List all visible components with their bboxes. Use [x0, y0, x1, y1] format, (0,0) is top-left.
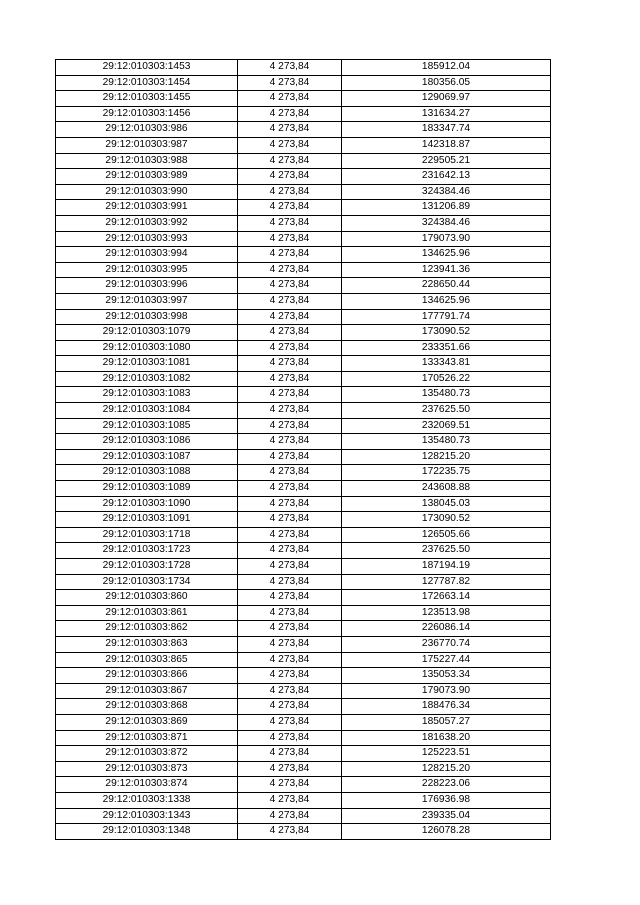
rate-cell: 4 273,84	[238, 387, 342, 403]
table-row	[56, 137, 551, 153]
cadastral-number-cell: 29:12:010303:1728	[56, 559, 238, 575]
cadastral-number-cell: 29:12:010303:1718	[56, 527, 238, 543]
rate-cell: 4 273,84	[238, 496, 342, 512]
value-cell: 128215.20	[342, 761, 551, 777]
rate-cell: 4 273,84	[238, 527, 342, 543]
cadastral-number-cell: 29:12:010303:1084	[56, 403, 238, 419]
rate-cell: 4 273,84	[238, 668, 342, 684]
cadastral-number-cell: 29:12:010303:1734	[56, 574, 238, 590]
rate-cell: 4 273,84	[238, 434, 342, 450]
rate-cell: 4 273,84	[238, 169, 342, 185]
value-cell: 176936.98	[342, 792, 551, 808]
table-row	[56, 730, 551, 746]
value-cell: 173090.52	[342, 512, 551, 528]
rate-cell: 4 273,84	[238, 231, 342, 247]
table-row	[56, 200, 551, 216]
value-cell: 131634.27	[342, 106, 551, 122]
rate-cell: 4 273,84	[238, 761, 342, 777]
cadastral-number-cell: 29:12:010303:986	[56, 122, 238, 138]
cadastral-number-cell: 29:12:010303:861	[56, 605, 238, 621]
value-cell: 226086.14	[342, 621, 551, 637]
value-cell: 239335.04	[342, 808, 551, 824]
cadastral-number-cell: 29:12:010303:988	[56, 153, 238, 169]
value-cell: 188476.34	[342, 699, 551, 715]
cadastral-number-cell: 29:12:010303:1723	[56, 543, 238, 559]
rate-cell: 4 273,84	[238, 106, 342, 122]
rate-cell: 4 273,84	[238, 325, 342, 341]
value-cell: 181638.20	[342, 730, 551, 746]
table-row	[56, 340, 551, 356]
table-row	[56, 808, 551, 824]
table-row	[56, 106, 551, 122]
table-row	[56, 418, 551, 434]
table-row	[56, 746, 551, 762]
value-cell: 126505.66	[342, 527, 551, 543]
value-cell: 228223.06	[342, 777, 551, 793]
table-row	[56, 652, 551, 668]
rate-cell: 4 273,84	[238, 730, 342, 746]
rate-cell: 4 273,84	[238, 309, 342, 325]
value-cell: 231642.13	[342, 169, 551, 185]
value-cell: 128215.20	[342, 449, 551, 465]
cadastral-number-cell: 29:12:010303:868	[56, 699, 238, 715]
cadastral-number-cell: 29:12:010303:989	[56, 169, 238, 185]
table-row	[56, 777, 551, 793]
cadastral-number-cell: 29:12:010303:1091	[56, 512, 238, 528]
cadastral-number-cell: 29:12:010303:873	[56, 761, 238, 777]
value-cell: 133343.81	[342, 356, 551, 372]
rate-cell: 4 273,84	[238, 262, 342, 278]
cadastral-number-cell: 29:12:010303:1343	[56, 808, 238, 824]
cadastral-number-cell: 29:12:010303:1082	[56, 371, 238, 387]
rate-cell: 4 273,84	[238, 792, 342, 808]
table-row	[56, 621, 551, 637]
table-row	[56, 278, 551, 294]
value-cell: 135480.73	[342, 434, 551, 450]
rate-cell: 4 273,84	[238, 714, 342, 730]
cadastral-number-cell: 29:12:010303:990	[56, 184, 238, 200]
rate-cell: 4 273,84	[238, 340, 342, 356]
cadastral-number-cell: 29:12:010303:863	[56, 636, 238, 652]
cadastral-number-cell: 29:12:010303:866	[56, 668, 238, 684]
value-cell: 229505.21	[342, 153, 551, 169]
rate-cell: 4 273,84	[238, 371, 342, 387]
value-cell: 173090.52	[342, 325, 551, 341]
rate-cell: 4 273,84	[238, 746, 342, 762]
value-cell: 324384.46	[342, 215, 551, 231]
cadastral-number-cell: 29:12:010303:994	[56, 247, 238, 263]
value-cell: 134625.96	[342, 293, 551, 309]
rate-cell: 4 273,84	[238, 449, 342, 465]
value-cell: 179073.90	[342, 683, 551, 699]
value-cell: 135053.34	[342, 668, 551, 684]
rate-cell: 4 273,84	[238, 91, 342, 107]
rate-cell: 4 273,84	[238, 808, 342, 824]
cadastral-number-cell: 29:12:010303:1455	[56, 91, 238, 107]
table-row	[56, 761, 551, 777]
cadastral-number-cell: 29:12:010303:865	[56, 652, 238, 668]
cadastral-number-cell: 29:12:010303:1086	[56, 434, 238, 450]
value-cell: 187194.19	[342, 559, 551, 575]
rate-cell: 4 273,84	[238, 200, 342, 216]
cadastral-number-cell: 29:12:010303:1088	[56, 465, 238, 481]
table-row	[56, 636, 551, 652]
table-row	[56, 169, 551, 185]
table-row	[56, 465, 551, 481]
cadastral-number-cell: 29:12:010303:1454	[56, 75, 238, 91]
table-row	[56, 215, 551, 231]
value-cell: 127787.82	[342, 574, 551, 590]
table-row	[56, 231, 551, 247]
cadastral-number-cell: 29:12:010303:998	[56, 309, 238, 325]
rate-cell: 4 273,84	[238, 184, 342, 200]
value-cell: 129069.97	[342, 91, 551, 107]
cadastral-number-cell: 29:12:010303:1083	[56, 387, 238, 403]
table-row	[56, 387, 551, 403]
value-cell: 233351.66	[342, 340, 551, 356]
rate-cell: 4 273,84	[238, 465, 342, 481]
value-cell: 228650.44	[342, 278, 551, 294]
rate-cell: 4 273,84	[238, 137, 342, 153]
table-row	[56, 293, 551, 309]
table-row	[56, 371, 551, 387]
cadastral-number-cell: 29:12:010303:1456	[56, 106, 238, 122]
rate-cell: 4 273,84	[238, 777, 342, 793]
rate-cell: 4 273,84	[238, 75, 342, 91]
cadastral-number-cell: 29:12:010303:874	[56, 777, 238, 793]
value-cell: 175227.44	[342, 652, 551, 668]
table-row	[56, 512, 551, 528]
cadastral-number-cell: 29:12:010303:869	[56, 714, 238, 730]
value-cell: 123941.36	[342, 262, 551, 278]
cadastral-number-cell: 29:12:010303:871	[56, 730, 238, 746]
table-row	[56, 668, 551, 684]
rate-cell: 4 273,84	[238, 215, 342, 231]
value-cell: 135480.73	[342, 387, 551, 403]
cadastral-number-cell: 29:12:010303:862	[56, 621, 238, 637]
value-cell: 236770.74	[342, 636, 551, 652]
cadastral-number-cell: 29:12:010303:995	[56, 262, 238, 278]
cadastral-number-cell: 29:12:010303:1085	[56, 418, 238, 434]
value-cell: 123513.98	[342, 605, 551, 621]
rate-cell: 4 273,84	[238, 247, 342, 263]
table-row	[56, 356, 551, 372]
value-cell: 237625.50	[342, 543, 551, 559]
rate-cell: 4 273,84	[238, 122, 342, 138]
rate-cell: 4 273,84	[238, 683, 342, 699]
value-cell: 125223.51	[342, 746, 551, 762]
table-row	[56, 184, 551, 200]
rate-cell: 4 273,84	[238, 403, 342, 419]
table-row	[56, 699, 551, 715]
cadastral-number-cell: 29:12:010303:1453	[56, 60, 238, 76]
table-row	[56, 449, 551, 465]
value-cell: 243608.88	[342, 481, 551, 497]
table-row	[56, 714, 551, 730]
value-cell: 183347.74	[342, 122, 551, 138]
rate-cell: 4 273,84	[238, 590, 342, 606]
table-row	[56, 792, 551, 808]
rate-cell: 4 273,84	[238, 153, 342, 169]
table-row	[56, 683, 551, 699]
cadastral-number-cell: 29:12:010303:1081	[56, 356, 238, 372]
value-cell: 126078.28	[342, 824, 551, 840]
value-cell: 324384.46	[342, 184, 551, 200]
cadastral-number-cell: 29:12:010303:997	[56, 293, 238, 309]
table-row	[56, 60, 551, 76]
rate-cell: 4 273,84	[238, 636, 342, 652]
cadastral-number-cell: 29:12:010303:993	[56, 231, 238, 247]
table-row	[56, 496, 551, 512]
table-row	[56, 325, 551, 341]
value-cell: 232069.51	[342, 418, 551, 434]
table-row	[56, 153, 551, 169]
table-row	[56, 590, 551, 606]
rate-cell: 4 273,84	[238, 605, 342, 621]
rate-cell: 4 273,84	[238, 824, 342, 840]
table-row	[56, 543, 551, 559]
table-row	[56, 559, 551, 575]
rate-cell: 4 273,84	[238, 512, 342, 528]
cadastral-number-cell: 29:12:010303:987	[56, 137, 238, 153]
rate-cell: 4 273,84	[238, 481, 342, 497]
value-cell: 177791.74	[342, 309, 551, 325]
rate-cell: 4 273,84	[238, 574, 342, 590]
table-row	[56, 434, 551, 450]
cadastral-number-cell: 29:12:010303:867	[56, 683, 238, 699]
value-cell: 131206.89	[342, 200, 551, 216]
rate-cell: 4 273,84	[238, 559, 342, 575]
value-cell: 185057.27	[342, 714, 551, 730]
value-cell: 170526.22	[342, 371, 551, 387]
rate-cell: 4 273,84	[238, 621, 342, 637]
value-cell: 134625.96	[342, 247, 551, 263]
value-cell: 142318.87	[342, 137, 551, 153]
cadastral-number-cell: 29:12:010303:872	[56, 746, 238, 762]
rate-cell: 4 273,84	[238, 293, 342, 309]
value-cell: 172663.14	[342, 590, 551, 606]
table-row	[56, 574, 551, 590]
value-cell: 180356.05	[342, 75, 551, 91]
table-row	[56, 309, 551, 325]
table-row	[56, 527, 551, 543]
cadastral-number-cell: 29:12:010303:1080	[56, 340, 238, 356]
table-row	[56, 481, 551, 497]
rate-cell: 4 273,84	[238, 543, 342, 559]
cadastral-number-cell: 29:12:010303:1079	[56, 325, 238, 341]
cadastral-number-cell: 29:12:010303:996	[56, 278, 238, 294]
table-row	[56, 75, 551, 91]
rate-cell: 4 273,84	[238, 699, 342, 715]
rate-cell: 4 273,84	[238, 418, 342, 434]
value-cell: 185912.04	[342, 60, 551, 76]
cadastral-number-cell: 29:12:010303:1348	[56, 824, 238, 840]
table-row	[56, 824, 551, 840]
table-body	[56, 60, 551, 840]
value-cell: 172235.75	[342, 465, 551, 481]
table-row	[56, 122, 551, 138]
table-row	[56, 403, 551, 419]
cadastral-number-cell: 29:12:010303:860	[56, 590, 238, 606]
cadastral-number-cell: 29:12:010303:1338	[56, 792, 238, 808]
value-cell: 138045.03	[342, 496, 551, 512]
table-row	[56, 91, 551, 107]
rate-cell: 4 273,84	[238, 278, 342, 294]
cadastral-number-cell: 29:12:010303:1090	[56, 496, 238, 512]
cadastral-number-cell: 29:12:010303:992	[56, 215, 238, 231]
value-cell: 237625.50	[342, 403, 551, 419]
parcel-table	[55, 59, 551, 840]
value-cell: 179073.90	[342, 231, 551, 247]
cadastral-number-cell: 29:12:010303:1089	[56, 481, 238, 497]
table-row	[56, 262, 551, 278]
table-row	[56, 605, 551, 621]
rate-cell: 4 273,84	[238, 60, 342, 76]
cadastral-number-cell: 29:12:010303:1087	[56, 449, 238, 465]
rate-cell: 4 273,84	[238, 652, 342, 668]
cadastral-number-cell: 29:12:010303:991	[56, 200, 238, 216]
rate-cell: 4 273,84	[238, 356, 342, 372]
table-row	[56, 247, 551, 263]
